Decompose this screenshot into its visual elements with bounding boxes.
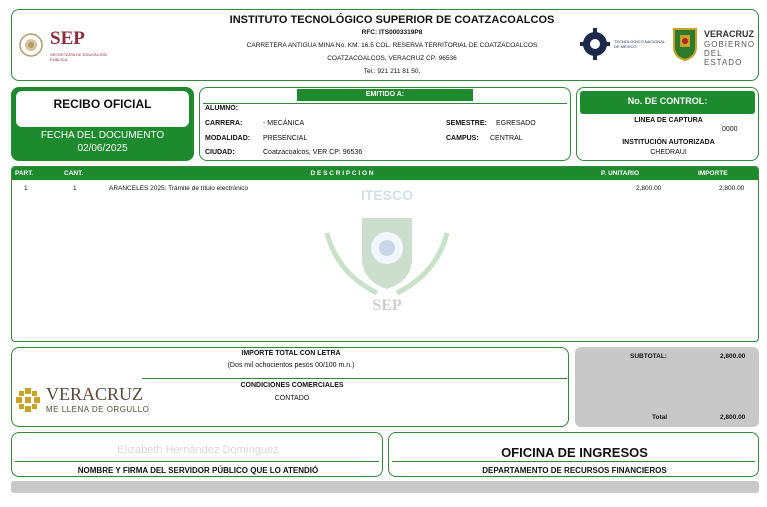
sep-logo-subtext: SECRETARÍA DE EDUCACIÓN PÚBLICA <box>50 52 107 62</box>
modalidad-value: PRESENCIAL <box>263 135 308 142</box>
veracruz-shield-icon <box>672 27 698 61</box>
semestre-value: EGRESADO <box>496 120 536 127</box>
bottom-gray-bar <box>11 481 759 493</box>
totals-rule <box>142 378 567 379</box>
itesco-watermark <box>317 187 457 337</box>
items-table <box>11 166 759 342</box>
ciudad-value: Coatzacoalcos, VER CP: 96536 <box>263 149 363 156</box>
office-rule <box>392 461 755 462</box>
col-importe-header: IMPORTE <box>698 170 728 177</box>
subtotal-label: SUBTOTAL: <box>630 353 667 360</box>
row-desc: ARANCELES 2025: Trámite de título electrónico <box>109 185 249 192</box>
linea-captura-value: 0000 <box>722 126 738 133</box>
signature-box <box>11 432 383 477</box>
rfc-text: RFC: ITS0003319P8 <box>361 29 423 36</box>
sep-emblem-icon <box>18 32 44 58</box>
office-box <box>388 432 759 477</box>
table-header <box>12 167 759 180</box>
veracruz-gob-sub1: GOBIERNO <box>704 40 756 49</box>
total-label: Total <box>652 414 668 421</box>
alumno-label: ALUMNO: <box>205 105 239 112</box>
watermark-title: ITESCO <box>360 187 414 203</box>
itesco-seal-icon <box>317 203 457 303</box>
department-title: DEPARTAMENTO DE RECURSOS FINANCIEROS <box>482 466 667 475</box>
date-label: FECHA DEL DOCUMENTO <box>40 130 165 141</box>
address-line-2: COATZACOALCOS, VERACRUZ CP: 96536 <box>327 55 457 62</box>
carrera-label: CARRERA: <box>205 120 243 127</box>
importe-letra-label: IMPORTE TOTAL CON LETRA <box>241 350 341 357</box>
signature-rule <box>15 461 379 462</box>
address-line-1: CARRETERA ANTIGUA MINA No. KM. 16.5 COL. RESERVA TERRITORIAL DE COATZACOALCOS <box>246 42 538 49</box>
receipt-box <box>11 87 194 161</box>
row-cant: 1 <box>73 185 77 192</box>
control-box <box>576 87 759 161</box>
col-unit-header: P. UNITARIO <box>601 170 640 177</box>
condiciones-label: CONDICIONES COMERCIALES <box>240 382 344 389</box>
office-title: OFICINA DE INGRESOS <box>501 445 648 460</box>
tecnm-logo <box>580 27 670 63</box>
importe-letra-box <box>11 347 569 427</box>
issued-to-box <box>199 87 571 161</box>
carrera-value: - MECÁNICA <box>263 120 305 127</box>
veracruz-gobierno-logo <box>672 25 758 65</box>
receipt-title-panel <box>16 91 189 127</box>
veracruz-gob-title: VERACRUZ <box>704 29 755 39</box>
importe-letra-value: (Dos mil ochocientos pesos 00/100 m.n.) <box>227 362 355 369</box>
veracruz-orgullo-logo <box>15 383 150 417</box>
condiciones-value: CONTADO <box>274 395 310 402</box>
subtotal-value: 2,800.00 <box>720 353 746 360</box>
tecnm-logo-text: TECNOLÓGICO NACIONAL DE MÉXICO <box>614 39 665 49</box>
totals-box <box>575 347 759 427</box>
linea-captura-label: LINEA DE CAPTURA <box>634 117 703 124</box>
row-importe: 2,800.00 <box>719 185 745 192</box>
modalidad-label: MODALIDAD: <box>205 135 251 142</box>
issued-to-title: EMITIDO A: <box>297 89 473 101</box>
table-row <box>12 185 759 197</box>
ciudad-label: CIUDAD: <box>205 149 235 156</box>
control-title: No. DE CONTROL: <box>580 91 755 114</box>
campus-label: CAMPUS: <box>446 135 479 142</box>
campus-value: CENTRAL <box>490 135 523 142</box>
gear-icon <box>580 27 610 61</box>
issued-to-rule <box>203 103 567 104</box>
veracruz-gob-sub2: DEL ESTADO <box>704 49 743 67</box>
veracruz-logo-text: VERACRUZ <box>46 384 144 404</box>
col-cant-header: CANT. <box>64 170 84 177</box>
sep-logo-text: SEP <box>50 28 85 49</box>
veracruz-slogan: ME LLENA DE ORGULLO <box>46 405 150 414</box>
phone-text: Tel.: 921 211 81 50, <box>363 68 421 75</box>
veracruz-flower-icon <box>15 387 41 413</box>
col-desc-header: D E S C R I P C I O N <box>310 170 374 177</box>
row-unit: 2,800.00 <box>636 185 662 192</box>
total-value: 2,800.00 <box>720 414 746 421</box>
header-box <box>11 9 759 81</box>
institution-name: INSTITUTO TECNOLÓGICO SUPERIOR DE COATZACOALCOS <box>229 14 555 26</box>
date-value: 02/06/2025 <box>77 143 128 154</box>
col-part-header: PART. <box>15 170 34 177</box>
institucion-label: INSTITUCIÓN AUTORIZADA <box>622 139 715 146</box>
signer-caption: NOMBRE Y FIRMA DEL SERVIDOR PÚBLICO QUE LO ATENDIÓ <box>77 466 319 475</box>
receipt-title: RECIBO OFICIAL <box>53 97 152 111</box>
semestre-label: SEMESTRE: <box>446 120 487 127</box>
sep-logo <box>18 28 118 64</box>
signer-name: Elizabeth Hernández Domínguez <box>117 444 279 456</box>
watermark-sep: SEP <box>372 297 402 314</box>
institucion-value: CHEDRAUI <box>650 149 687 156</box>
row-part: 1 <box>24 185 28 192</box>
